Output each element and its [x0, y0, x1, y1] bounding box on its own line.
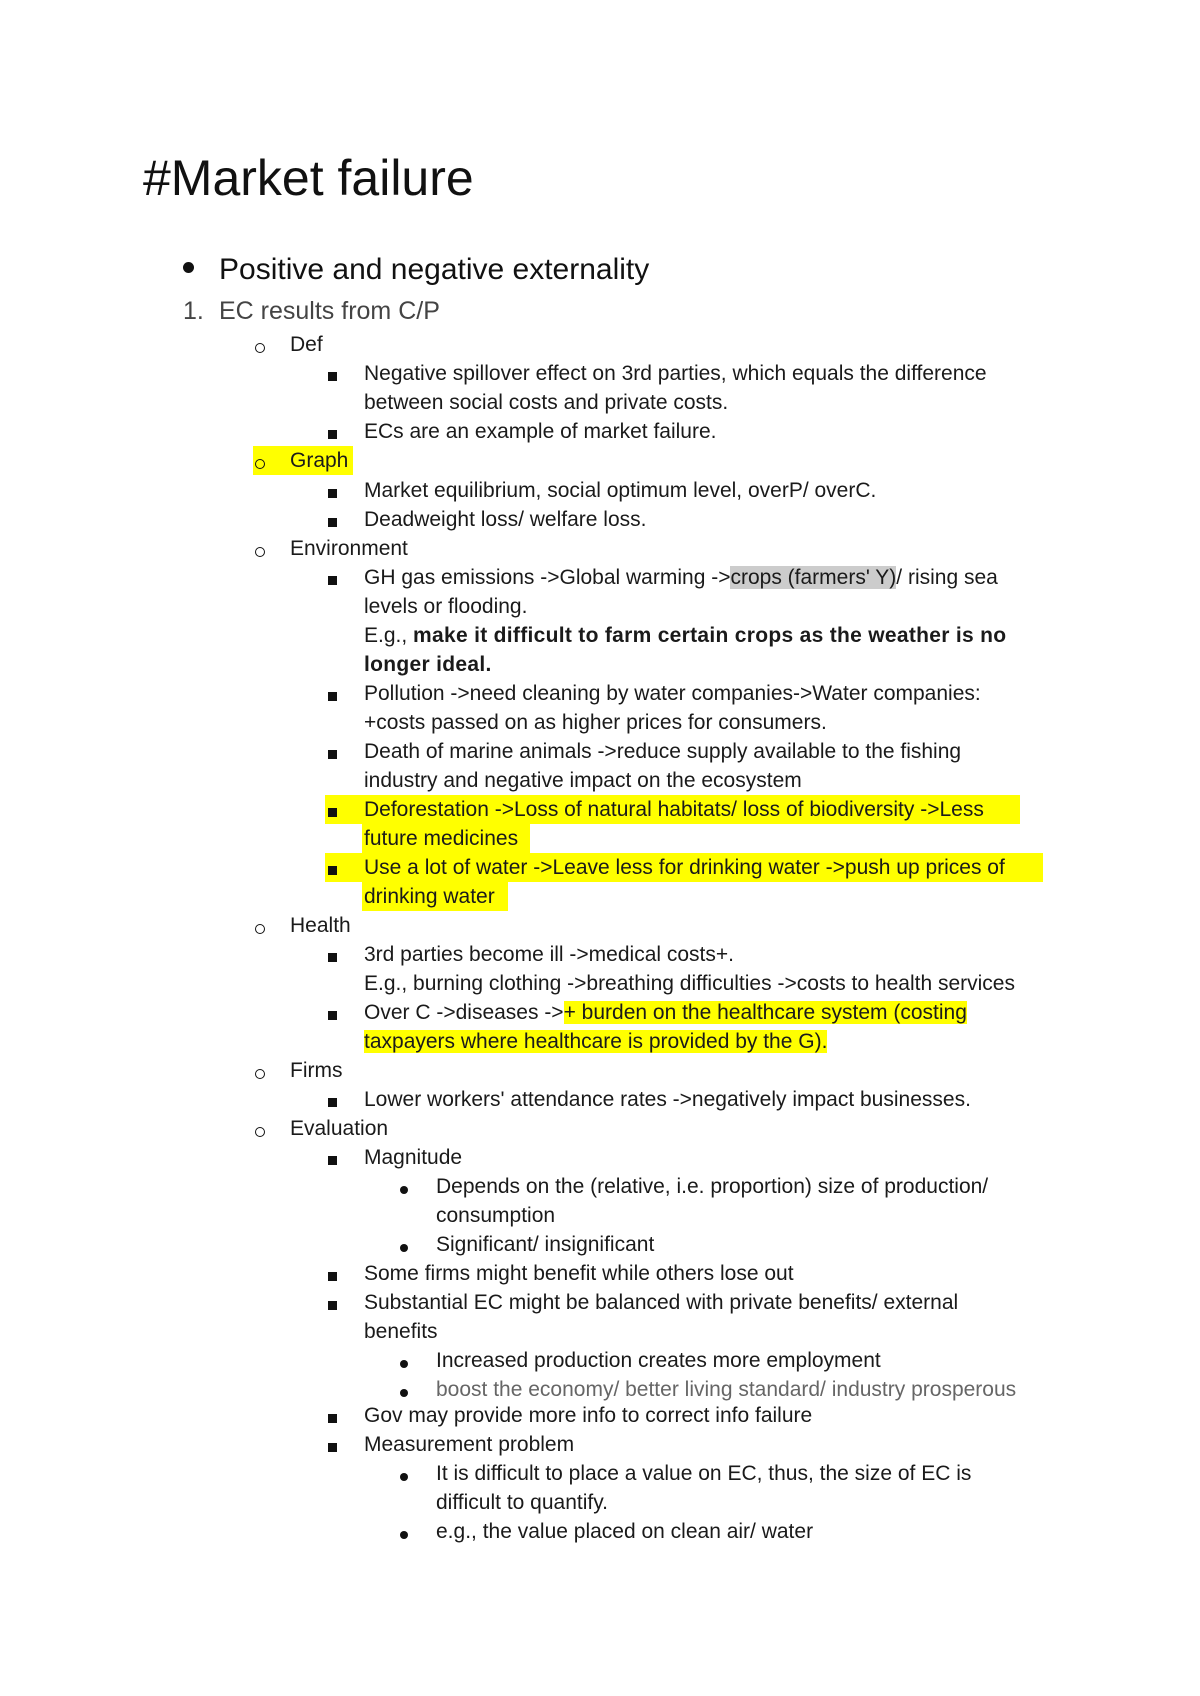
- bullet-hollow-icon: [255, 450, 265, 479]
- bullet-square-icon: [328, 566, 337, 595]
- bullet-square-icon: [328, 798, 337, 827]
- eval-item-2: Some firms might benefit while others lose out: [364, 1262, 794, 1285]
- bullet-hollow-icon: [255, 915, 265, 944]
- environment-label: Environment: [290, 537, 408, 560]
- eval-item-1-1-line-2: consumption: [436, 1204, 556, 1227]
- env-item-1-line-3: [364, 621, 1006, 650]
- eval-item-3-1: Increased production creates more employment: [436, 1349, 881, 1372]
- bullet-dot-icon: [400, 1175, 408, 1204]
- env-item-1-line-2: levels or flooding.: [364, 595, 528, 618]
- highlight-text: + burden on the healthcare system (costing: [563, 1001, 967, 1024]
- env-item-5-line-2: drinking water: [364, 885, 495, 908]
- eval-item-5: Measurement problem: [364, 1433, 575, 1456]
- highlight-text: taxpayers where healthcare is provided by the G).: [364, 1030, 828, 1053]
- graph-item-2: Deadweight loss/ welfare loss.: [364, 508, 647, 531]
- eval-item-4: Gov may provide more info to correct info failure: [364, 1404, 813, 1427]
- section-heading: Positive and negative externality: [219, 253, 650, 286]
- bullet-square-icon: [328, 1088, 337, 1117]
- eval-item-3-2: boost the economy/ better living standard/ industry prosperous: [436, 1378, 1017, 1401]
- health-item-2-line-1: [364, 998, 967, 1027]
- firms-item-1: Lower workers' attendance rates ->negatively impact businesses.: [364, 1088, 971, 1111]
- bullet-square-icon: [328, 420, 337, 449]
- evaluation-label: Evaluation: [290, 1117, 389, 1140]
- bullet-square-icon: [328, 479, 337, 508]
- gray-highlight-text: crops (farmers' Y): [730, 566, 897, 589]
- example-prefix: E.g.,: [364, 624, 414, 647]
- env-item-1-line-4: longer ideal.: [364, 653, 492, 676]
- health-label: Health: [290, 914, 351, 937]
- eval-item-5-1-line-2: difficult to quantify.: [436, 1491, 608, 1514]
- bullet-dot-icon: [400, 1233, 408, 1262]
- eval-item-3-line-1: Substantial EC might be balanced with private benefits/ external: [364, 1291, 959, 1314]
- env-item-3-line-2: industry and negative impact on the ecosystem: [364, 769, 802, 792]
- bullet-square-icon: [328, 1404, 337, 1433]
- bold-example-text: make it difficult to farm certain crops as the weather is no: [413, 624, 1007, 647]
- health-item-2-text: Over C ->diseases ->: [364, 1001, 564, 1024]
- env-item-3-line-1: Death of marine animals ->reduce supply available to the fishing: [364, 740, 962, 763]
- health-item-2-line-2: [364, 1027, 827, 1056]
- env-item-2-line-1: Pollution ->need cleaning by water companies->Water companies:: [364, 682, 981, 705]
- bullet-square-icon: [328, 740, 337, 769]
- env-item-4-line-1: Deforestation ->Loss of natural habitats/ loss of biodiversity ->Less: [364, 798, 984, 821]
- bullet-square-icon: [328, 682, 337, 711]
- def-label: Def: [290, 333, 323, 356]
- page-title: #Market failure: [143, 150, 474, 206]
- health-item-1-line-2: E.g., burning clothing ->breathing difficulties ->costs to health services: [364, 972, 1015, 995]
- eval-item-5-2: e.g., the value placed on clean air/ water: [436, 1520, 814, 1543]
- eval-item-1-1-line-1: Depends on the (relative, i.e. proportion) size of production/: [436, 1175, 989, 1198]
- def-item-2: ECs are an example of market failure.: [364, 420, 717, 443]
- env-item-1-line-1: [364, 563, 998, 592]
- graph-item-1: Market equilibrium, social optimum level, overP/ overC.: [364, 479, 877, 502]
- bullet-square-icon: [328, 1146, 337, 1175]
- bullet-dot-icon: [400, 1349, 408, 1378]
- bullet-hollow-icon: [255, 1060, 265, 1089]
- env-item-5-line-1: Use a lot of water ->Leave less for drinking water ->push up prices of: [364, 856, 1005, 879]
- env-item-1-text: GH gas emissions ->Global warming ->: [364, 566, 731, 589]
- health-item-1-line-1: 3rd parties become ill ->medical costs+.: [364, 943, 734, 966]
- bullet-dot-icon: [400, 1520, 408, 1549]
- subsection-number: 1.: [183, 297, 204, 325]
- bullet-square-icon: [328, 362, 337, 391]
- env-item-4-line-2: future medicines: [364, 827, 519, 850]
- def-item-1-line-2: between social costs and private costs.: [364, 391, 729, 414]
- env-item-1-text-end: / rising sea: [896, 566, 998, 589]
- bullet-dot-icon: [400, 1462, 408, 1491]
- bullet-hollow-icon: [255, 1118, 265, 1147]
- subsection-heading: EC results from C/P: [219, 297, 440, 325]
- eval-item-1-2: Significant/ insignificant: [436, 1233, 655, 1256]
- bullet-square-icon: [328, 856, 337, 885]
- eval-item-3-line-2: benefits: [364, 1320, 438, 1343]
- eval-item-1: Magnitude: [364, 1146, 463, 1169]
- env-item-2-line-2: +costs passed on as higher prices for consumers.: [364, 711, 827, 734]
- bullet-hollow-icon: [255, 538, 265, 567]
- bullet-square-icon: [328, 1291, 337, 1320]
- bullet-square-icon: [328, 943, 337, 972]
- bullet-square-icon: [328, 508, 337, 537]
- bullet-square-icon: [328, 1001, 337, 1030]
- def-item-1-line-1: Negative spillover effect on 3rd parties, which equals the difference: [364, 362, 987, 385]
- bullet-square-icon: [328, 1262, 337, 1291]
- eval-item-5-1-line-1: It is difficult to place a value on EC, thus, the size of EC is: [436, 1462, 972, 1485]
- bullet-square-icon: [328, 1433, 337, 1462]
- graph-label: Graph: [290, 449, 349, 472]
- bullet-hollow-icon: [255, 334, 265, 363]
- firms-label: Firms: [290, 1059, 343, 1082]
- bullet-filled-icon: [183, 254, 194, 283]
